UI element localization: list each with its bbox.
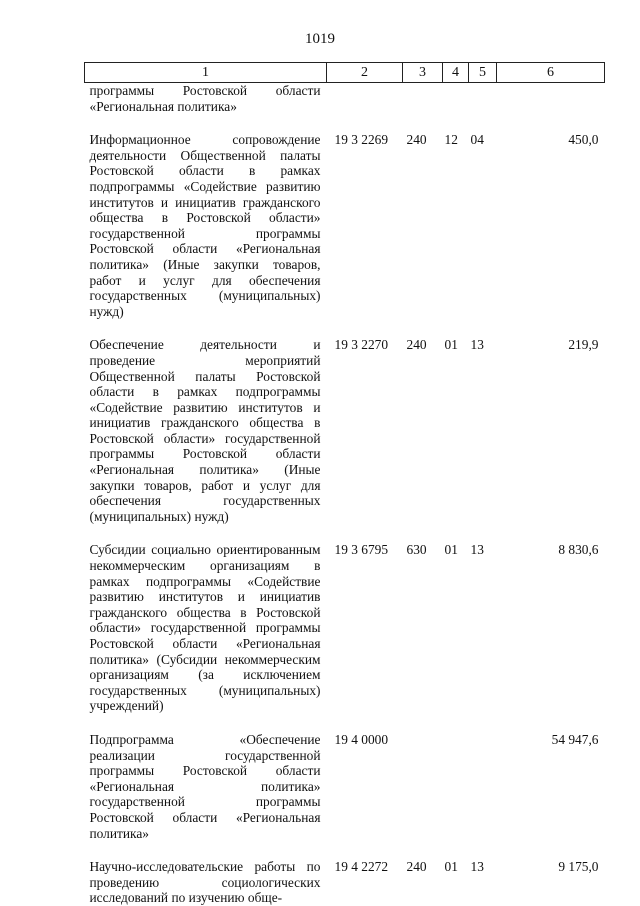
row-expense-type: 240 — [406, 132, 427, 148]
row-spacer — [85, 114, 605, 132]
column-header-4: 4 — [443, 63, 469, 83]
row-spacer — [85, 714, 605, 732]
row-section — [443, 732, 469, 841]
budget-table — [84, 62, 605, 906]
row-section: 01 — [444, 337, 458, 353]
row-target-code — [327, 83, 403, 115]
row-amount: 450,0 — [568, 132, 599, 148]
table-row — [85, 83, 605, 115]
row-spacer — [85, 319, 605, 337]
row-subsection: 04 — [470, 132, 484, 148]
row-target-code: 19 4 0000 — [334, 731, 389, 747]
column-header-3: 3 — [403, 63, 443, 83]
row-subsection — [469, 83, 497, 115]
row-amount: 219,9 — [568, 337, 599, 353]
row-target-code: 19 3 2269 — [334, 132, 389, 148]
row-name: программы Ростовской области «Региональная политика» — [89, 83, 321, 114]
row-amount: 8 830,6 — [558, 542, 599, 558]
row-subsection — [469, 732, 497, 841]
row-section: 12 — [444, 132, 458, 148]
row-section: 01 — [444, 859, 458, 875]
row-spacer — [85, 524, 605, 542]
row-subsection: 13 — [470, 859, 484, 875]
column-header-5: 5 — [469, 63, 497, 83]
column-header-1: 1 — [85, 63, 327, 83]
table-row — [85, 859, 605, 906]
row-target-code: 19 3 2270 — [334, 337, 389, 353]
row-expense-type: 240 — [406, 859, 427, 875]
row-expense-type: 240 — [406, 337, 427, 353]
row-name: Информационное сопровождение деятельности Общественной палаты Ростовской области в рамках подпрограммы «Содействие развитию институтов и инициатив гражданского общества в Ростовской области» государственной программы Ростовской области «Региональная политика» (Иные закупки товаров, работ и услуг для обеспечения государственных (муниципальных) нужд) — [89, 132, 321, 319]
table-row — [85, 132, 605, 319]
row-expense-type: 630 — [406, 542, 427, 558]
table-header-row — [85, 63, 605, 83]
column-header-2: 2 — [327, 63, 403, 83]
row-target-code: 19 4 2272 — [334, 859, 389, 875]
row-amount — [497, 83, 605, 115]
column-header-6: 6 — [497, 63, 605, 83]
row-amount: 9 175,0 — [558, 859, 599, 875]
row-spacer — [85, 841, 605, 859]
row-subsection: 13 — [470, 542, 484, 558]
row-name: Подпрограмма «Обеспечение реализации государственной программы Ростовской области «Региональная политика» государственной программы Ростовской области «Региональная политика» — [89, 731, 321, 841]
table-row — [85, 337, 605, 524]
row-section — [443, 83, 469, 115]
table-row — [85, 732, 605, 841]
row-amount: 54 947,6 — [551, 731, 599, 747]
row-expense-type — [403, 83, 443, 115]
row-target-code: 19 3 6795 — [334, 542, 389, 558]
row-expense-type — [403, 732, 443, 841]
row-section: 01 — [444, 542, 458, 558]
row-name: Научно-исследовательские работы по проведению социологических исследований по изучению обще- — [89, 859, 321, 906]
page-number: 1019 — [305, 31, 335, 47]
row-name: Субсидии социально ориентированным некоммерческим организациям в рамках подпрограммы «Содействие развитию институтов и инициатив гражданского общества в Ростовской области» государственной программы Ростовской области «Региональная политика» (Субсидии некоммерческим организациям (за исключением государственных (муниципальных) учреждений) — [89, 542, 321, 714]
row-subsection: 13 — [470, 337, 484, 353]
table-row — [85, 542, 605, 714]
row-name: Обеспечение деятельности и проведение мероприятий Общественной палаты Ростовской области в рамках подпрограммы «Содействие развитию институтов и инициатив гражданского общества в Ростовской области» государственной программы Ростовской области «Региональная политика» (Иные закупки товаров, работ и услуг для обеспечения государственных (муниципальных) нужд) — [89, 337, 321, 524]
